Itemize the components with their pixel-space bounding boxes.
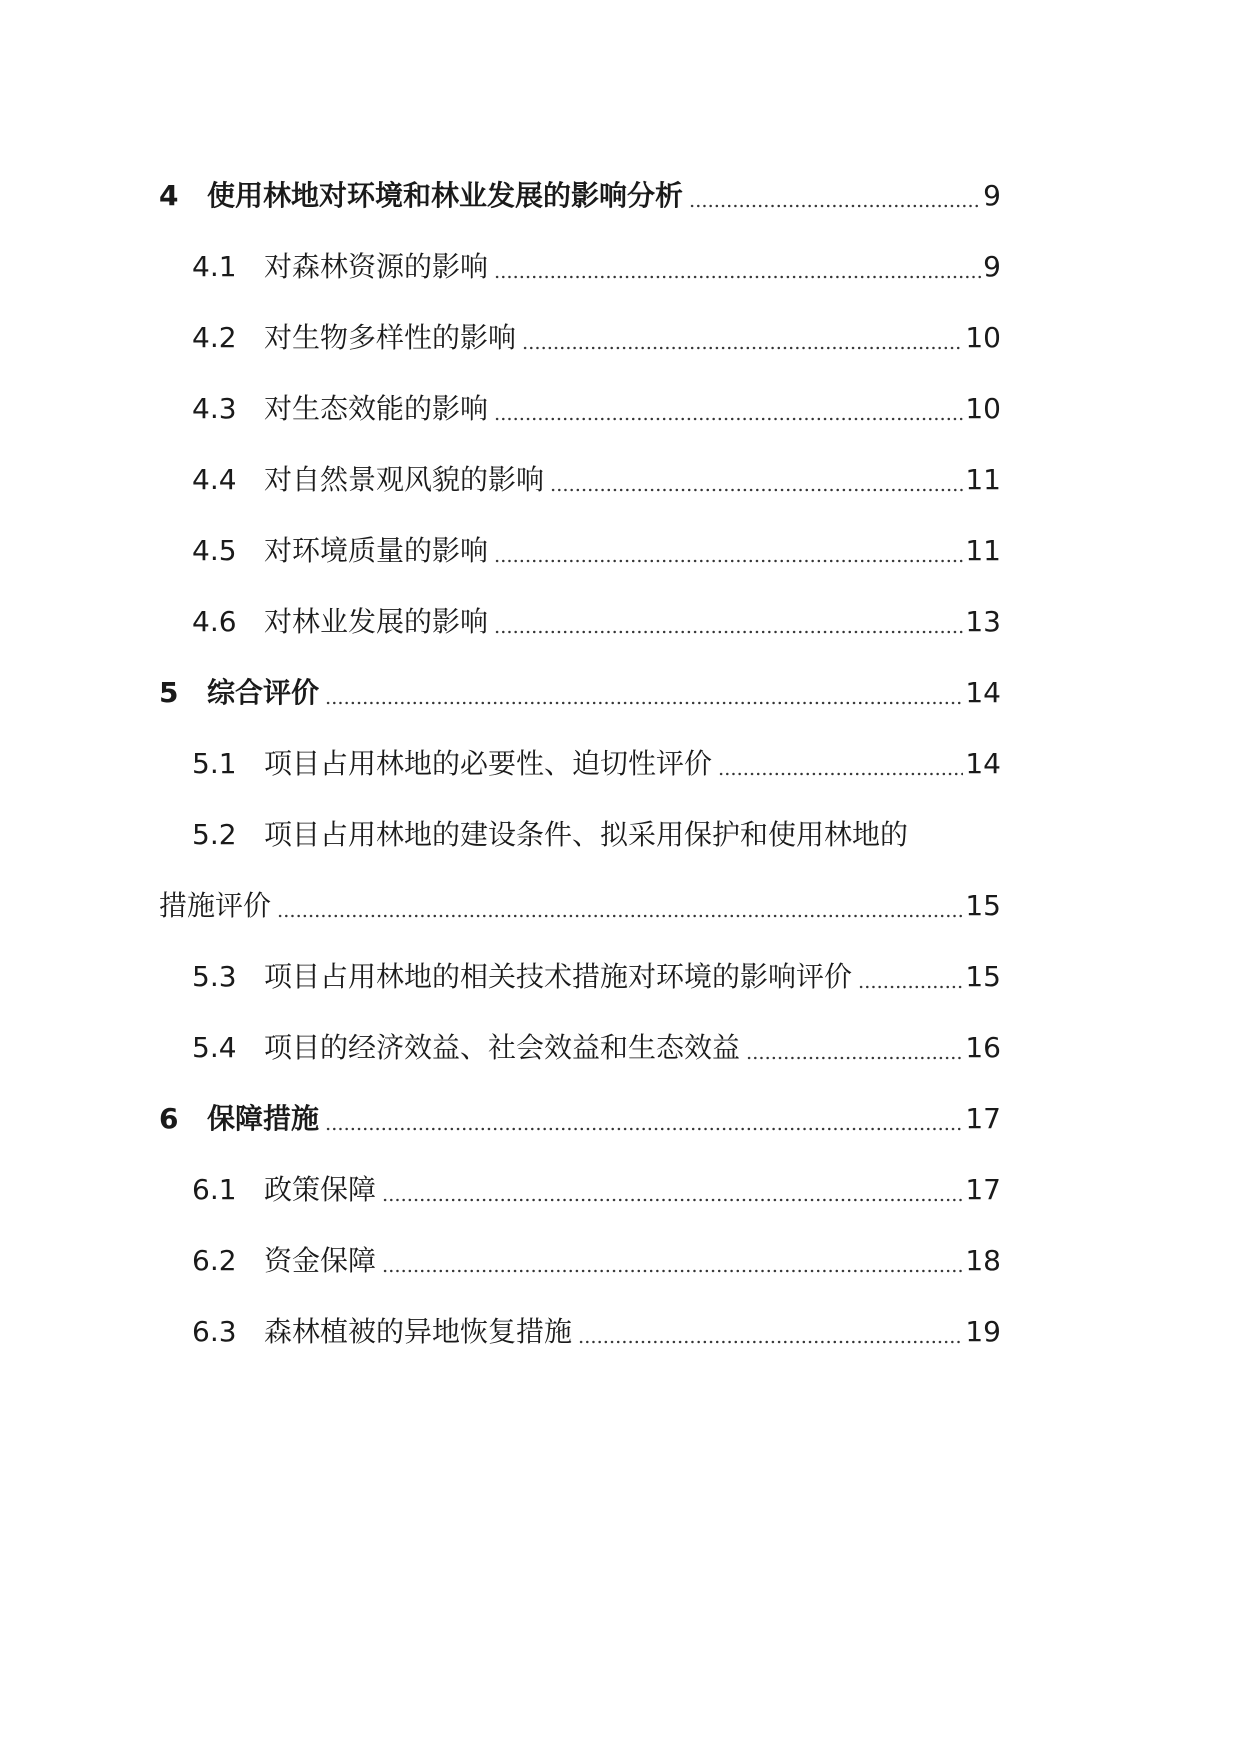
toc-entry-4-3[interactable] — [159, 373, 1001, 444]
toc-number: 4 — [159, 179, 179, 212]
toc-page-number: 9 — [983, 179, 1001, 212]
toc-number: 4.1 — [192, 250, 237, 283]
toc-entry-4-1[interactable] — [159, 231, 1001, 302]
dot-leader — [277, 914, 963, 918]
dot-leader — [746, 1056, 963, 1060]
dot-leader — [494, 559, 963, 563]
table-of-contents — [159, 160, 1001, 1367]
toc-title: 对生态效能的影响 — [264, 392, 489, 425]
toc-title: 项目占用林地的必要性、迫切性评价 — [264, 747, 713, 780]
toc-entry-4[interactable] — [159, 160, 1001, 231]
toc-page-number: 9 — [983, 250, 1001, 283]
toc-entry-6-2[interactable] — [159, 1225, 1001, 1296]
toc-page-number: 16 — [965, 1031, 1001, 1064]
toc-page-number: 15 — [965, 960, 1001, 993]
toc-title: 对自然景观风貌的影响 — [264, 463, 545, 496]
dot-leader — [325, 701, 963, 705]
toc-title-line-2: 措施评价 — [159, 889, 272, 922]
toc-number: 6.2 — [192, 1244, 237, 1277]
toc-number: 4.6 — [192, 605, 237, 638]
toc-entry-4-6[interactable] — [159, 586, 1001, 657]
toc-page-number: 14 — [965, 676, 1001, 709]
toc-title: 对环境质量的影响 — [264, 534, 489, 567]
toc-entry-4-5[interactable] — [159, 515, 1001, 586]
toc-page-number: 13 — [965, 605, 1001, 638]
toc-entry-5-2[interactable] — [159, 799, 1001, 941]
toc-number: 4.5 — [192, 534, 237, 567]
toc-number: 6 — [159, 1102, 179, 1135]
dot-leader — [550, 488, 963, 492]
toc-entry-first-line — [159, 799, 1001, 870]
toc-page-number: 10 — [965, 392, 1001, 425]
toc-title: 项目的经济效益、社会效益和生态效益 — [264, 1031, 741, 1064]
toc-title: 政策保障 — [264, 1173, 377, 1206]
toc-entry-6-1[interactable] — [159, 1154, 1001, 1225]
toc-page-number: 17 — [965, 1173, 1001, 1206]
dot-leader — [494, 417, 963, 421]
toc-title-line-1: 项目占用林地的建设条件、拟采用保护和使用林地的 — [264, 818, 909, 851]
dot-leader — [578, 1340, 963, 1344]
toc-title: 对生物多样性的影响 — [264, 321, 517, 354]
toc-number: 6.1 — [192, 1173, 237, 1206]
toc-number: 5.2 — [192, 818, 237, 851]
toc-entry-5-4[interactable] — [159, 1012, 1001, 1083]
dot-leader — [382, 1269, 963, 1273]
toc-number: 4.2 — [192, 321, 237, 354]
toc-page-number: 11 — [965, 463, 1001, 496]
toc-title: 综合评价 — [207, 676, 320, 709]
dot-leader — [494, 275, 981, 279]
toc-entry-6[interactable] — [159, 1083, 1001, 1154]
toc-entry-4-2[interactable] — [159, 302, 1001, 373]
toc-number: 5.4 — [192, 1031, 237, 1064]
toc-title: 对森林资源的影响 — [264, 250, 489, 283]
toc-number: 5.3 — [192, 960, 237, 993]
toc-page-number: 11 — [965, 534, 1001, 567]
toc-page-number: 14 — [965, 747, 1001, 780]
toc-entry-5-3[interactable] — [159, 941, 1001, 1012]
toc-number: 5.1 — [192, 747, 237, 780]
toc-page-number: 17 — [965, 1102, 1001, 1135]
toc-number: 6.3 — [192, 1315, 237, 1348]
toc-page-number: 10 — [965, 321, 1001, 354]
toc-entry-5-1[interactable] — [159, 728, 1001, 799]
toc-number: 4.3 — [192, 392, 237, 425]
toc-page-number: 18 — [965, 1244, 1001, 1277]
dot-leader — [689, 204, 981, 208]
toc-title: 资金保障 — [264, 1244, 377, 1277]
toc-entry-4-4[interactable] — [159, 444, 1001, 515]
toc-title: 使用林地对环境和林业发展的影响分析 — [207, 179, 684, 212]
toc-entry-5[interactable] — [159, 657, 1001, 728]
toc-number: 5 — [159, 676, 179, 709]
toc-number: 4.4 — [192, 463, 237, 496]
toc-entry-6-3[interactable] — [159, 1296, 1001, 1367]
dot-leader — [382, 1198, 963, 1202]
toc-page-number: 19 — [965, 1315, 1001, 1348]
dot-leader — [522, 346, 963, 350]
dot-leader — [494, 630, 963, 634]
toc-title: 森林植被的异地恢复措施 — [264, 1315, 573, 1348]
toc-page-number: 15 — [965, 889, 1001, 922]
toc-title: 对林业发展的影响 — [264, 605, 489, 638]
dot-leader — [718, 772, 963, 776]
toc-entry-second-line — [159, 870, 1001, 941]
toc-title: 保障措施 — [207, 1102, 320, 1135]
dot-leader — [858, 985, 963, 989]
toc-title: 项目占用林地的相关技术措施对环境的影响评价 — [264, 960, 853, 993]
dot-leader — [325, 1127, 963, 1131]
